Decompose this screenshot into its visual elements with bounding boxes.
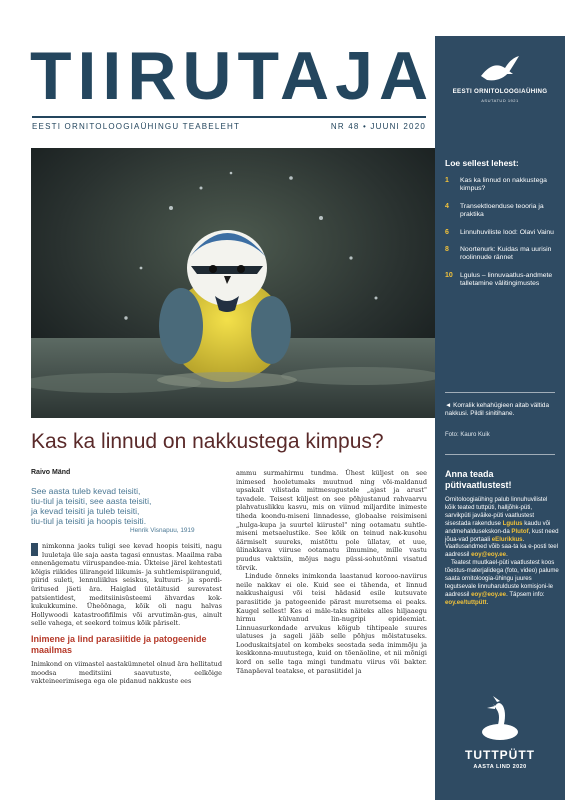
contents-title: Loe sellest lehest: — [445, 158, 519, 168]
poem-line: tiu-tiul ja teisiti, see aasta teisiti, — [31, 496, 152, 506]
drop-cap — [31, 543, 38, 556]
report-text: . — [486, 598, 489, 606]
article-subheading: Inimene ja lind parasiitide ja patogeenide maailmas — [31, 633, 207, 655]
elurikkus-link[interactable]: eElurikkus — [491, 535, 523, 543]
article-paragraph: ammu surmahirmu tundma. Ühest küljest on see inimesed hooletumaks muutnud ning või-maldanud upsakalt vilistada mitmesugustele „ajast ja arust" tavadele. Teisest küljest on see põhjustanud rahvaarvu plahvatuslikku kasvu, mis on viinud miljardite inimeste tiheda koondu-miseni linnadesse, globaalse reisimiseni „hulga-kupa ja suurtel kiirustel" ning ootamatu suhtle-miseni metsaelustike. See kõik on teinud nak-kusohu äärmiselt suureks, mistõttu pole üllatav, et uue, ülinakkava viiruse ootamatu ilmumine, mille vastu puudus vaktsiin, mõjus nagu püssi-sohutõnni visatud tõrvik. — [236, 469, 427, 572]
report-box-title: Anna teada pütivaatlustest! — [445, 469, 512, 490]
poem-line: tiu-tiul ja teisiti ja hoopis teisiti. — [31, 516, 147, 526]
photo-credit: Foto: Kauro Kuik — [445, 432, 490, 438]
photo-caption: ◄ Korralik kehahügieen aitab vältida nakkusi. Pildil sinitihane. — [445, 402, 550, 418]
paragraph-text: nimkonna jaoks tuligi see kevad hoopis teisiti, nagu luuletaja üle saja aasta tagasi ennustas. Maailma raba ennenägematu viiruspandee-mia. Ükteise järel kehtestati kõigis riikides ülirangeid liikumis- ja suhtlemispiiranguid, piirid suleti, lennuliiklus seiskus, kultuuri- ja spordi-üritused jäeti ära. Haiglad ületäitusid surevatest patsientidest, meditsiinisüsteemi ähvardas kok-kukukkumine. Üheöönaga, kõik oli nagu halvas Hollywoodi katastroofifilmis või arvutimän-gus, ainult selle vahega, et seekord toimus kõik päriselt. — [31, 542, 222, 628]
society-established: ASUTATUD 1921 — [481, 98, 519, 103]
title-rule — [32, 116, 426, 118]
tern-bird-logo-icon — [479, 54, 521, 86]
poem-line: See aasta tuleb kevad teisiti, — [31, 486, 141, 496]
article-author: Raivo Mänd — [31, 469, 71, 476]
masthead — [28, 34, 435, 134]
article-column-1 — [31, 542, 222, 686]
report-text: kaudu või andmehaldusekskon-da — [445, 519, 551, 535]
email-link[interactable]: eoy@eoy.ee — [471, 590, 507, 598]
poem-attribution: Henrik Visnapuu, 1919 — [130, 527, 195, 534]
article-paragraph: Inimkond on viimastel aastakümnetel olnud ära hellitatud moodsa meditsiini saavutuste, eelkõige vakteineerimisega ega ole pidanud nakkuste ees — [31, 659, 222, 686]
publisher-line: EESTI ORNITOLOOGIAÜHINGU TEABELEHT — [32, 122, 241, 131]
toc-item[interactable] — [445, 203, 557, 220]
report-text: . Vaatlusandmed võib saa-ta ka e-posti teel aadressil — [445, 535, 559, 559]
society-name: EESTI ORNITOLOOGIAÜHING — [452, 88, 548, 95]
toc-page-number: 8 — [445, 246, 449, 254]
poem-line: ja kevad teisiti ja tuleb teisiti, — [31, 506, 140, 516]
sidebar-divider — [445, 392, 555, 393]
report-text: Ornitoloogiaühing palub linnuhuvilistel kõik teated tuttpüti, halljõhk-püti, sarvikpüti javäike-püti vaatlustest sisestada rakenduse — [445, 496, 548, 527]
sidebar — [435, 36, 565, 800]
report-text: , kust need jõua-vad portaali — [445, 527, 559, 543]
report-text: Teatest muutkael-püti vaatlustest koos tõestus-materjalidega (foto, video) palume saata ornitoloogia-ühingu juures tegutsevale linnuharulduste komisjoni-le aadressil — [445, 559, 559, 598]
society-logo — [435, 36, 565, 140]
toc-page-number: 10 — [445, 271, 453, 279]
report-text: . — [506, 551, 508, 559]
bird-of-year-label: AASTA LIND 2020 — [473, 764, 527, 770]
issue-line: NR 48 • JUUNI 2020 — [330, 122, 426, 131]
article-paragraph — [31, 542, 222, 628]
toc-page-number: 1 — [445, 177, 449, 184]
toc-item[interactable] — [445, 229, 557, 237]
lgulus-link[interactable]: Lgulus — [502, 519, 523, 527]
info-link[interactable]: eoy.ee/tuttpütt — [445, 598, 487, 606]
toc-page-number: 6 — [445, 228, 449, 236]
report-text: . Täpsem info: — [506, 590, 545, 598]
toc-item-label: Lgulus – linnuvaatlus-andmete talletamine välitingimustes — [460, 271, 553, 288]
epigraph-poem — [31, 486, 231, 526]
article-paragraph: Lindude õnneks inimkonda laastanud korooo-naviirus neile nakkav ei ole. Kuid see ei tähenda, et linnud nakkushaigusi või teisi hädasid esile kutsuvate parasiitide ja patogeenide pärast muretsema ei peaks. Kaugel sellest! Kes ei mäle-taks näiteks alles hiljaaegu hirmu külvanud lin-nugripi epideemiat. Linnuasurkondade arvukus kõigub tihtipeale suures ulatuses ja sageli jääb selle põhjus mõistatuseks. Looduskaitsjatel on kombeks seostada seda inimmõju ja keskkonna-muutustega, kuid on tõenäoline, et nii mõnigi kord on selle taga mingi tundmatu viirus või bakter. Tänapäeval teatakse, et parasiitidel ja — [236, 572, 427, 675]
toc-item-label: Noortenurk: Kuidas ma uurisin roolinnude rännet — [460, 246, 552, 262]
toc-item-label: Transektloenduse teooria ja praktika — [460, 202, 544, 219]
grebe-bird-badge-icon — [473, 696, 527, 744]
blue-tit-bathing-photo — [31, 148, 435, 418]
report-box-body — [445, 496, 559, 607]
email-link[interactable]: eoy@eoy.ee — [471, 551, 507, 559]
table-of-contents — [445, 177, 557, 298]
sidebar-divider — [445, 454, 555, 455]
newsletter-title: TIIRUTAJA — [30, 38, 435, 114]
bird-of-year-badge — [435, 696, 565, 786]
article-column-2 — [236, 469, 427, 675]
plutof-link[interactable]: Plutof — [511, 527, 529, 535]
toc-item-label: Linnuhuviliste lood: Olavi Vainu — [460, 228, 554, 236]
article-headline: Kas ka linnud on nakkustega kimpus? — [31, 430, 384, 453]
bird-of-year-name: TUTTPÜTT — [465, 748, 535, 762]
toc-item-label: Kas ka linnud on nakkustega kimpus? — [460, 177, 547, 193]
toc-item[interactable] — [445, 272, 557, 289]
toc-item[interactable] — [445, 177, 557, 194]
toc-item[interactable] — [445, 246, 557, 263]
toc-page-number: 4 — [445, 202, 449, 210]
